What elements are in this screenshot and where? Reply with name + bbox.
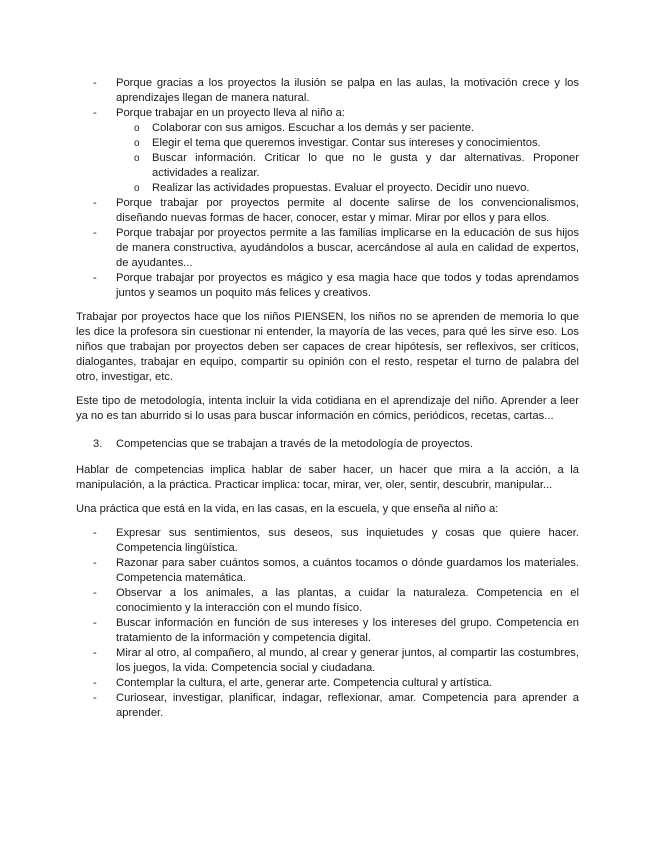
circle-bullet: o (134, 123, 140, 134)
dash-bullet: - (93, 227, 97, 239)
list-item (76, 76, 579, 106)
list-item (76, 556, 579, 586)
paragraph-practica: Una práctica que está en la vida, en las casas, en la escuela, y que enseña al niño a: (76, 503, 499, 515)
list-item-text: Contemplar la cultura, el arte, generar arte. Competencia cultural y artística. (116, 677, 493, 689)
sub-list-item-text: Buscar información. Criticar lo que no le gusta y dar alternativas. Proponer actividades a realizar. (152, 152, 579, 179)
paragraph-competencias: Hablar de competencias implica hablar de saber hacer, un hacer que mira a la acción, a la manipulación, a la práctica. Practicar implica: tocar, mirar, ver, oler, sentir, descubrir, manipular... (76, 464, 579, 491)
dash-bullet: - (93, 692, 97, 704)
sub-list-item (116, 181, 579, 196)
sub-list-item-text: Realizar las actividades propuestas. Evaluar el proyecto. Decidir uno nuevo. (152, 182, 530, 194)
list-item (76, 106, 579, 196)
circle-bullet: o (134, 138, 140, 149)
list-item (76, 226, 579, 271)
list-item (76, 196, 579, 226)
competencias-list (76, 526, 579, 721)
sub-list-item (116, 151, 579, 181)
sub-list-item (116, 136, 579, 151)
sub-list-item-text: Elegir el tema que queremos investigar. Contar sus intereses y conocimientos. (152, 137, 541, 149)
section-heading (76, 437, 579, 452)
list-item (76, 676, 579, 691)
list-item-text: Porque trabajar por proyectos permite al docente salirse de los convencionalismos, diseñando nuevas formas de hacer, conocer, estar y mimar. Mirar por ellos y para ellos. (116, 197, 579, 224)
list-item-text: Porque gracias a los proyectos la ilusión se palpa en las aulas, la motivación crece y los aprendizajes llegan de manera natural. (116, 77, 579, 104)
list-item-text: Observar a los animales, a las plantas, a cuidar la naturaleza. Competencia en el conocimiento y la interacción con el mundo físico. (116, 587, 579, 614)
list-item (76, 616, 579, 646)
list-item (76, 691, 579, 721)
document-page (76, 76, 579, 721)
circle-bullet: o (134, 183, 140, 194)
section-number: 3. (93, 438, 103, 450)
dash-bullet: - (93, 587, 97, 599)
list-item-text: Razonar para saber cuántos somos, a cuántos tocamos o dónde guardamos los materiales. Competencia matemática. (116, 557, 579, 584)
dash-bullet: - (93, 677, 97, 689)
list-item (76, 586, 579, 616)
list-item-text: Porque trabajar por proyectos es mágico y esa magia hace que todos y todas aprendamos juntos y seamos un poquito más felices y creativos. (116, 272, 579, 299)
list-item-text: Expresar sus sentimientos, sus deseos, sus inquietudes y cosas que quiere hacer. Competencia lingüística. (116, 527, 579, 554)
circle-bullet: o (134, 153, 140, 164)
list-item (76, 271, 579, 301)
dash-bullet: - (93, 647, 97, 659)
section-heading-text: Competencias que se trabajan a través de la metodología de proyectos. (116, 438, 473, 450)
paragraph-vida-cotidiana: Este tipo de metodología, intenta incluir la vida cotidiana en el aprendizaje del niño. Aprender a leer ya no es tan aburrido si lo usas para buscar información en cómics, periódicos, recetas, cartas... (76, 395, 579, 422)
dash-bullet: - (93, 107, 97, 119)
paragraph-piensen: Trabajar por proyectos hace que los niños PIENSEN, los niños no se aprenden de memoria lo que les dice la profesora sin cuestionar ni entender, la mayoría de las veces, para qué les sirve eso. Los niños que trabajan por proyectos deben ser capaces de crear hipótesis, ser reflexivos, ser críticos, dialogantes, trabajar en equipo, compartir su opinión con el resto, respetar el turno de palabra del otro, investigar, etc. (76, 311, 579, 383)
dash-bullet: - (93, 272, 97, 284)
dash-bullet: - (93, 197, 97, 209)
dash-bullet: - (93, 527, 97, 539)
sub-list-item-text: Colaborar con sus amigos. Escuchar a los demás y ser paciente. (152, 122, 475, 134)
sub-list-item (116, 121, 579, 136)
list-item (76, 646, 579, 676)
list-item-text: Mirar al otro, al compañero, al mundo, al crear y generar juntos, al compartir las costumbres, los juegos, la vida. Competencia social y ciudadana. (116, 647, 579, 674)
list-item-text: Buscar información en función de sus intereses y los intereses del grupo. Competencia en tratamiento de la información y competencia digital. (116, 617, 579, 644)
dash-bullet: - (93, 77, 97, 89)
list-item-text: Porque trabajar en un proyecto lleva al niño a: (116, 107, 345, 119)
reasons-list (76, 76, 579, 301)
list-item (76, 526, 579, 556)
list-item-text: Curiosear, investigar, planificar, indagar, reflexionar, amar. Competencia para aprender a aprender. (116, 692, 579, 719)
dash-bullet: - (93, 617, 97, 629)
sub-list (116, 121, 579, 196)
dash-bullet: - (93, 557, 97, 569)
list-item-text: Porque trabajar por proyectos permite a las familias implicarse en la educación de sus hijos de manera constructiva, ayudándolos a buscar, acercándose al aula en calidad de expertos, de ayudantes... (116, 227, 579, 269)
